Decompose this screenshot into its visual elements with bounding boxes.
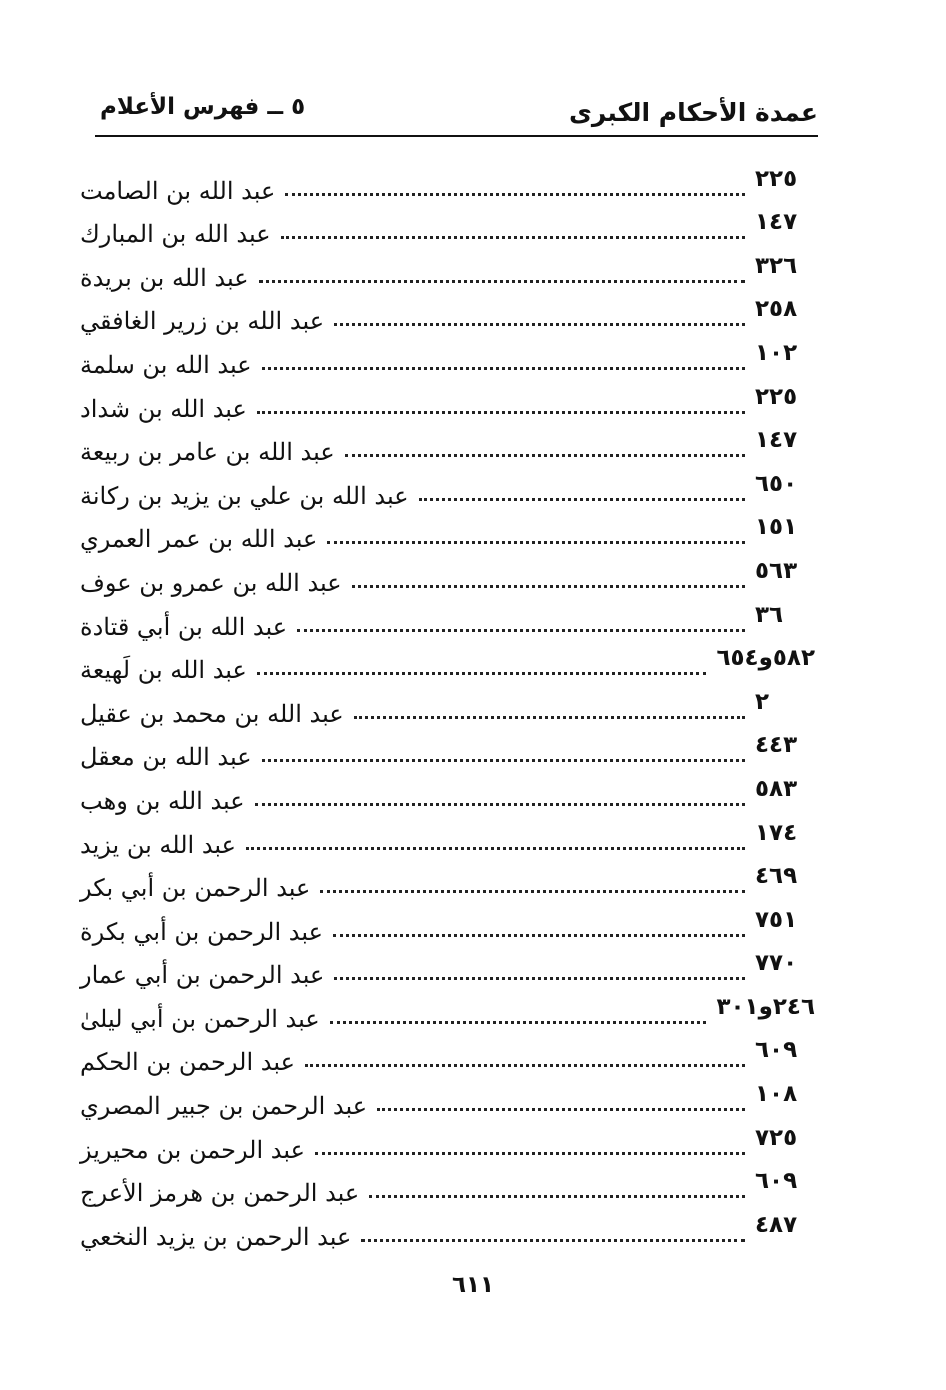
entry-page-ref: ٤٨٧ xyxy=(755,1211,798,1238)
dot-leader xyxy=(334,977,745,980)
dot-leader xyxy=(285,193,745,196)
index-entry xyxy=(80,774,815,818)
dot-leader xyxy=(315,1152,745,1155)
entry-name: عبد الله بن أبي قتادة xyxy=(80,612,288,641)
entry-name: عبد الله بن يزيد xyxy=(80,830,236,859)
dot-leader xyxy=(419,498,745,501)
index-entry xyxy=(80,818,815,862)
dot-leader xyxy=(320,890,745,893)
index-entry xyxy=(80,338,815,382)
entry-name: عبد الله بن بريدة xyxy=(80,263,249,292)
entry-page-ref: ٢٢٥ xyxy=(755,165,798,192)
entry-page-ref: ١٠٢ xyxy=(755,339,798,366)
entry-page-ref: ٧٥١ xyxy=(755,906,798,933)
dot-leader xyxy=(354,716,745,719)
index-entry xyxy=(80,556,815,600)
dot-leader xyxy=(334,323,745,326)
entry-name: عبد الرحمن بن أبي ليلىٰ xyxy=(80,1004,320,1033)
dot-leader xyxy=(259,280,745,283)
entry-name: عبد الله بن الصامت xyxy=(80,176,276,205)
section-title: ٥ ــ فهرس الأعلام xyxy=(100,94,306,120)
index-entry xyxy=(80,1210,815,1254)
index-entry xyxy=(80,164,815,208)
index-entry xyxy=(80,1036,815,1080)
index-entry xyxy=(80,644,815,688)
entry-name: عبد الله بن عمر العمري xyxy=(80,525,318,554)
entry-page-ref: ٣٦ xyxy=(755,601,784,628)
dot-leader xyxy=(255,803,745,806)
entry-name: عبد الله بن عامر بن ربيعة xyxy=(80,438,335,467)
entry-page-ref: ٢٢٥ xyxy=(755,383,798,410)
entry-name: عبد الرحمن بن أبي عمار xyxy=(80,961,325,990)
dot-leader xyxy=(297,629,745,632)
dot-leader xyxy=(257,411,745,414)
entry-name: عبد الله بن المبارك xyxy=(80,220,271,249)
entry-page-ref: ٣٢٦ xyxy=(755,252,798,279)
page-number: ٦١١ xyxy=(451,1272,495,1298)
dot-leader xyxy=(262,367,745,370)
index-entry xyxy=(80,992,815,1036)
index-entry xyxy=(80,731,815,775)
index-entry xyxy=(80,208,815,252)
running-header xyxy=(95,88,818,134)
entry-name: عبد الله بن معقل xyxy=(80,743,252,772)
entry-name: عبد الرحمن بن أبي بكر xyxy=(80,874,311,903)
entry-name: عبد الرحمن بن يزيد النخعي xyxy=(80,1222,352,1251)
entry-page-ref: ٦٠٩ xyxy=(755,1168,798,1195)
entry-name: عبد الرحمن بن هرمز الأعرج xyxy=(80,1179,360,1208)
index-entry xyxy=(80,1123,815,1167)
entry-page-ref: ٢٥٨ xyxy=(755,296,798,323)
dot-leader xyxy=(369,1195,745,1198)
entry-page-ref: ١٤٧ xyxy=(755,427,798,454)
entry-page-ref: ٤٤٣ xyxy=(755,732,798,759)
entry-name: عبد الله بن وهب xyxy=(80,786,245,815)
dot-leader xyxy=(327,541,745,544)
entry-page-ref: ٢ xyxy=(755,688,770,715)
entry-name: عبد الرحمن بن جبير المصري xyxy=(80,1092,368,1121)
entry-name: عبد الرحمن بن الحكم xyxy=(80,1048,295,1077)
entry-name: عبد الله بن شداد xyxy=(80,394,247,423)
index-entry xyxy=(80,905,815,949)
entry-page-ref: ١٥١ xyxy=(755,514,798,541)
dot-leader xyxy=(246,847,745,850)
index-entry xyxy=(80,426,815,470)
index-entry xyxy=(80,600,815,644)
index-entry xyxy=(80,513,815,557)
entry-name: عبد الله بن عمرو بن عوف xyxy=(80,568,342,597)
entry-page-ref: ١٤٧ xyxy=(755,209,798,236)
entry-name: عبد الله بن علي بن يزيد بن ركانة xyxy=(80,481,409,510)
entry-page-ref: ٥٦٣ xyxy=(755,557,798,584)
entry-name: عبد الله بن سلمة xyxy=(80,350,252,379)
entry-page-ref: ٥٨٢و٦٥٤ xyxy=(716,645,815,672)
entry-page-ref: ٢٤٦و٣٠١ xyxy=(716,993,815,1020)
index-entry xyxy=(80,295,815,339)
entry-page-ref: ٦٥٠ xyxy=(755,470,798,497)
index-entry xyxy=(80,251,815,295)
dot-leader xyxy=(352,585,745,588)
index-entry xyxy=(80,687,815,731)
entry-page-ref: ٧٢٥ xyxy=(755,1124,798,1151)
dot-leader xyxy=(305,1064,745,1067)
index-entry xyxy=(80,949,815,993)
index-entry xyxy=(80,862,815,906)
index-entry xyxy=(80,1079,815,1123)
dot-leader xyxy=(281,236,745,239)
entry-name: عبد الرحمن بن أبي بكرة xyxy=(80,917,323,946)
entry-page-ref: ٤٦٩ xyxy=(755,863,798,890)
entry-name: عبد الرحمن بن محيريز xyxy=(80,1135,305,1164)
dot-leader xyxy=(257,672,707,675)
index-entry xyxy=(80,1167,815,1211)
index-entry xyxy=(80,382,815,426)
dot-leader xyxy=(345,454,745,457)
header-divider xyxy=(95,135,818,137)
names-index-list xyxy=(80,164,815,1254)
dot-leader xyxy=(262,759,745,762)
entry-page-ref: ١٧٤ xyxy=(755,819,798,846)
dot-leader xyxy=(377,1108,745,1111)
dot-leader xyxy=(333,934,745,937)
entry-page-ref: ١٠٨ xyxy=(755,1081,798,1108)
dot-leader xyxy=(361,1239,745,1242)
entry-page-ref: ٧٧٠ xyxy=(755,950,798,977)
entry-name: عبد الله بن زرير الغافقي xyxy=(80,307,325,336)
entry-page-ref: ٥٨٣ xyxy=(755,775,798,802)
dot-leader xyxy=(330,1021,707,1024)
entry-name: عبد الله بن محمد بن عقيل xyxy=(80,699,344,728)
book-title: عمدة الأحكام الكبرى xyxy=(568,98,818,127)
index-entry xyxy=(80,469,815,513)
entry-name: عبد الله بن لَهيعة xyxy=(80,656,247,685)
entry-page-ref: ٦٠٩ xyxy=(755,1037,798,1064)
